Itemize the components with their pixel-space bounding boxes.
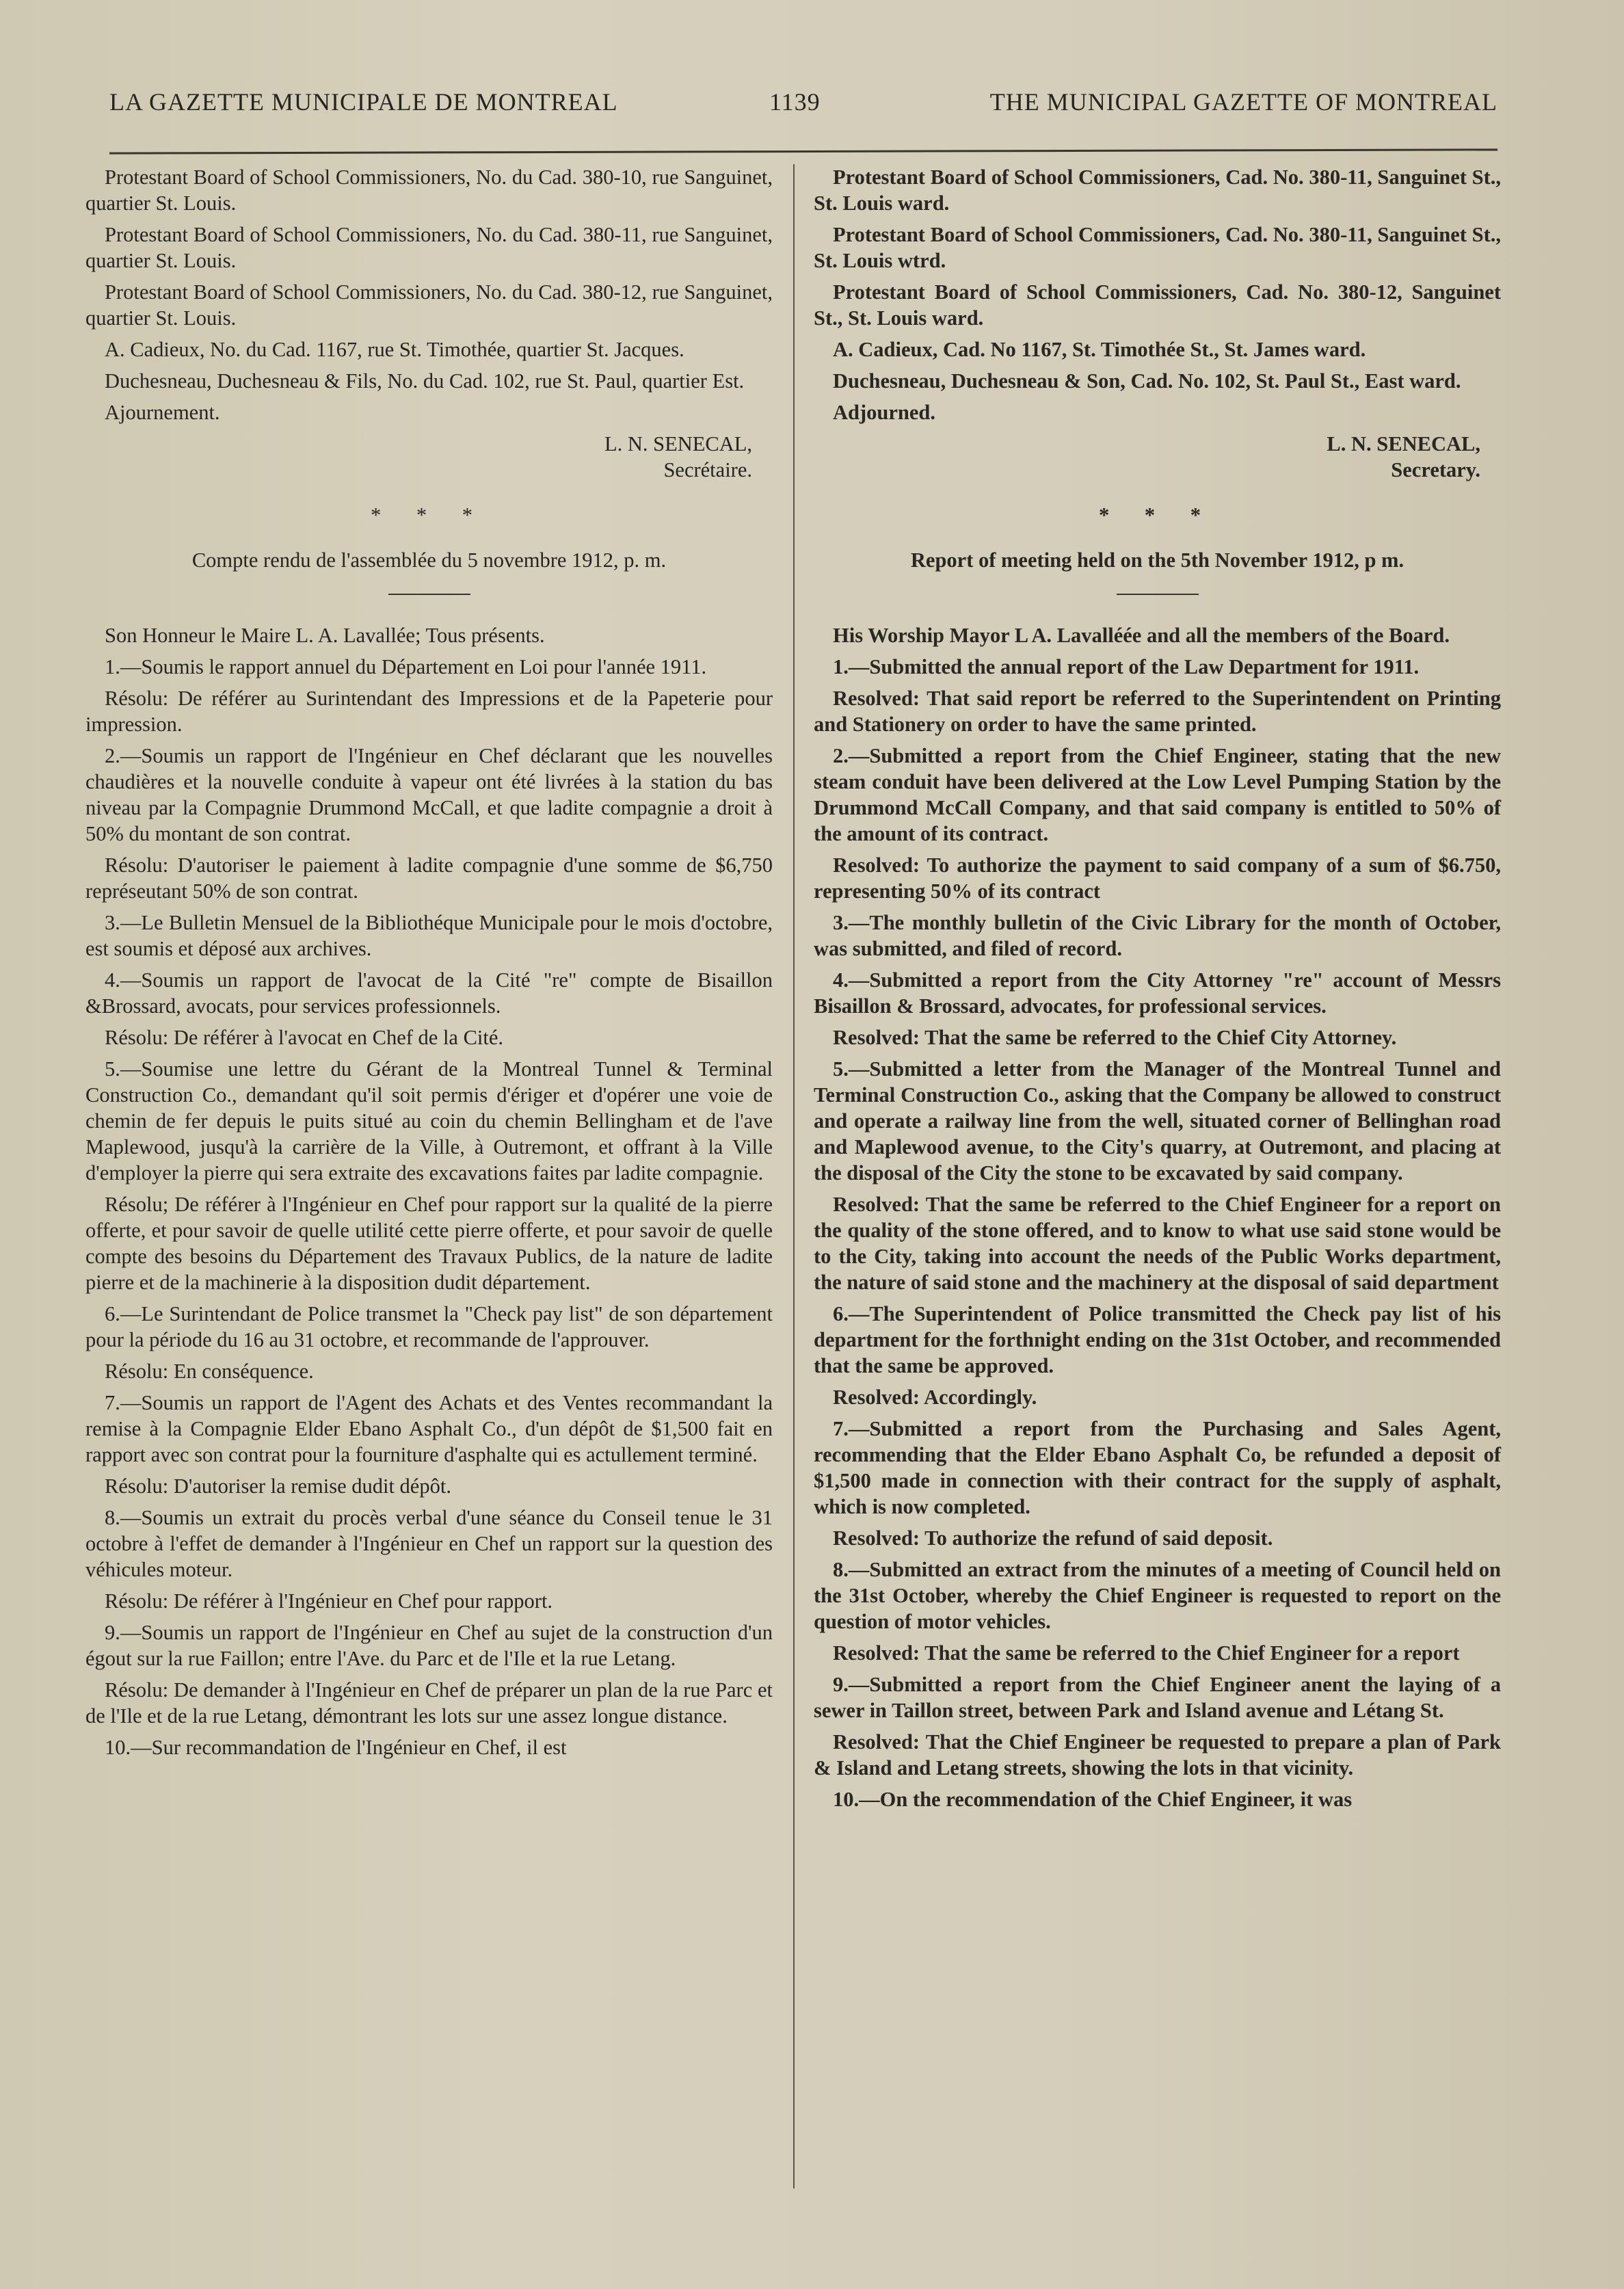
en-adjournment: Adjourned.: [833, 401, 935, 424]
en-paragraph: 2.—Submitted a report from the Chief Engineer, stating that the new steam conduit have been delivered at the Low Level Pumping Station by the Drummond McCall Company, and that said company is entitled to 50% of the amount of its contract.: [814, 744, 1501, 845]
fr-paragraph: Résolu: De demander à l'Ingénieur en Chef de préparer un plan de la rue Parc et de l'Ile et de la rue Letang, démontrant les lots sur une assez longue distance.: [85, 1678, 773, 1728]
en-paragraph: Resolved: That the same be referred to the Chief City Attorney.: [833, 1026, 1397, 1049]
header-rule: [109, 148, 1497, 154]
en-paragraph: 4.—Submitted a report from the City Attorney "re" account of Messrs Bisaillon & Brossard, advocates, for professional services.: [814, 968, 1501, 1018]
en-pre-item: A. Cadieux, Cad. No 1167, St. Timothée St., St. James ward.: [833, 338, 1366, 361]
en-paragraph: 9.—Submitted a report from the Chief Engineer anent the laying of a sewer in Taillon street, between Park and Island avenue and Létang St.: [814, 1673, 1501, 1722]
fr-pre-item: Protestant Board of School Commissioners, No. du Cad. 380-10, rue Sanguinet, quartier St. Louis.: [85, 166, 773, 215]
fr-paragraph: Résolu: D'autoriser le paiement à ladite compagnie d'une somme de $6,750 représeutant 50% de son contrat.: [85, 854, 773, 903]
page-number: 1139: [769, 88, 821, 116]
en-paragraph: 5.—Submitted a letter from the Manager of the Montreal Tunnel and Terminal Construction Co., asking that the Company be allowed to construct and operate a railway line from the well, situated corner of Bellinghan road and Maplewood avenue, to the City's quarry, at Outremont, and placing at the disposal of the City the stone to be excavated by said company.: [814, 1057, 1501, 1185]
en-paragraph: 6.—The Superintendent of Police transmitted the Check pay list of his department for the forthnight ending on the 31st October, and recommended that the same be approved.: [814, 1302, 1501, 1377]
en-pre-item: Protestant Board of School Commissioners, Cad. No. 380-11, Sanguinet St., St. Louis wtrd.: [814, 223, 1501, 272]
fr-title-rule: [388, 594, 470, 595]
fr-paragraph: Son Honneur le Maire L. A. Lavallée; Tous présents.: [105, 624, 545, 647]
fr-paragraph: Résolu: De référer à l'avocat en Chef de la Cité.: [105, 1026, 504, 1049]
fr-paragraph: Résolu: De référer au Surintendant des Impressions et de la Papeterie pour impression.: [85, 687, 773, 736]
fr-pre-item: Duchesneau, Duchesneau & Fils, No. du Cad. 102, rue St. Paul, quartier Est.: [105, 369, 745, 393]
en-paragraph: 1.—Submitted the annual report of the Law Department for 1911.: [833, 655, 1420, 678]
fr-paragraph: Résolu: D'autoriser la remise dudit dépôt.: [105, 1474, 451, 1498]
fr-paragraph: Résolu; De référer à l'Ingénieur en Chef pour rapport sur la qualité de la pierre offerte, et pour savoir de quelle utilité cette pierre offerte, et pour savoir de quelle compte des besoins du Département des Travaux Publics, de la nature de ladite pierre et de la machinerie à la disposition dudit département.: [85, 1193, 773, 1294]
fr-paragraph: 1.—Soumis le rapport annuel du Département en Loi pour l'année 1911.: [105, 655, 707, 678]
en-paragraph: Resolved: That the same be referred to the Chief Engineer for a report: [833, 1641, 1460, 1665]
en-paragraph: Resolved: That the Chief Engineer be requested to prepare a plan of Park & Island and Letang streets, showing the lots in that vicinity.: [814, 1730, 1501, 1779]
en-meeting-title: Report of meeting held on the 5th November 1912, p m.: [910, 548, 1405, 572]
fr-paragraph: 3.—Le Bulletin Mensuel de la Bibliothéque Municipale pour le mois d'octobre, est soumis et déposé aux archives.: [85, 911, 773, 960]
en-paragraph: Resolved: Accordingly.: [833, 1386, 1037, 1409]
en-paragraph: 8.—Submitted an extract from the minutes of a meeting of Council held on the 31st October, whereby the Chief Engineer is requested to report on the question of motor vehicles.: [814, 1558, 1501, 1633]
en-title-rule: [1117, 594, 1199, 595]
fr-pre-item: Protestant Board of School Commissioners, No. du Cad. 380-11, rue Sanguinet, quartier St. Louis.: [85, 223, 773, 272]
en-section-stars: * * *: [1099, 503, 1216, 527]
header-title-english: THE MUNICIPAL GAZETTE OF MONTREAL: [989, 88, 1497, 116]
english-column: [814, 164, 1501, 1818]
fr-paragraph: 9.—Soumis un rapport de l'Ingénieur en Chef au sujet de la construction d'un égout sur la rue Faillon; entre l'Ave. du Parc et de l'Ile et la rue Letang.: [85, 1621, 773, 1670]
fr-meeting-title: Compte rendu de l'assemblée du 5 novembre 1912, p. m.: [191, 548, 667, 572]
fr-paragraph: 5.—Soumise une lettre du Gérant de la Montreal Tunnel & Terminal Construction Co., demandant qu'il soit permis d'ériger et d'opérer une voie de chemin de fer depuis le puits situé au coin du chemin Bellingham et de l'ave Maplewood, jusqu'à la carrière de la Ville, à Outremont, et offrant à la Ville d'employer la pierre qui sera extraite des excavations faites par ladite compagnie.: [85, 1057, 773, 1185]
en-paragraph: His Worship Mayor L A. Lavalléée and all the members of the Board.: [833, 624, 1450, 647]
fr-paragraph: 6.—Le Surintendant de Police transmet la "Check pay list" de son département pour la période du 16 au 31 octobre, et recommande de l'approuver.: [85, 1302, 773, 1351]
en-pre-item: Protestant Board of School Commissioners, Cad. No. 380-11, Sanguinet St., St. Louis ward.: [814, 166, 1501, 215]
fr-paragraph: 2.—Soumis un rapport de l'Ingénieur en Chef déclarant que les nouvelles chaudières et la nouvelle conduite à vapeur ont été livrées à la station du bas niveau par la Compagnie Drummond McCall, et que ladite compagnie a droit à 50% du montant de son contrat.: [85, 744, 773, 845]
fr-paragraph: 10.—Sur recommandation de l'Ingénieur en Chef, il est: [105, 1736, 567, 1759]
en-signature-title: Secretary.: [1391, 458, 1480, 481]
en-paragraph: 3.—The monthly bulletin of the Civic Library for the month of October, was submitted, and filed of record.: [814, 911, 1501, 960]
en-paragraph: 10.—On the recommendation of the Chief Engineer, it was: [833, 1788, 1353, 1811]
en-paragraph: Resolved: That the same be referred to the Chief Engineer for a report on the quality of the stone offered, and to know to what use said stone would be to the City, taking into account the needs of the Public Works department, the nature of said stone and the machinery at the disposal of said department: [814, 1193, 1501, 1294]
fr-signature-title: Secrétaire.: [663, 458, 752, 481]
en-paragraph: Resolved: To authorize the refund of said deposit.: [833, 1526, 1273, 1550]
column-divider: [793, 164, 795, 2188]
en-paragraph: 7.—Submitted a report from the Purchasing and Sales Agent, recommending that the Elder Ebano Asphalt Co, be refunded a deposit of $1,500 made in connection with their contract for the supply of asphalt, which is now completed.: [814, 1417, 1501, 1518]
page-header: [109, 88, 1497, 129]
fr-adjournment: Ajournement.: [105, 401, 220, 424]
fr-pre-item: A. Cadieux, No. du Cad. 1167, rue St. Timothée, quartier St. Jacques.: [105, 338, 684, 361]
en-pre-item: Protestant Board of School Commissioners, Cad. No. 380-12, Sanguinet St., St. Louis ward.: [814, 280, 1501, 330]
fr-signature-name: L. N. SENECAL,: [604, 432, 752, 455]
fr-paragraph: Résolu: En conséquence.: [105, 1360, 314, 1383]
french-column: [85, 164, 773, 1766]
en-paragraph: Resolved: To authorize the payment to said company of a sum of $6.750, representing 50% of its contract: [814, 854, 1501, 903]
en-pre-item: Duchesneau, Duchesneau & Son, Cad. No. 102, St. Paul St., East ward.: [833, 369, 1461, 393]
fr-paragraph: 4.—Soumis un rapport de l'avocat de la Cité "re" compte de Bisaillon &Brossard, avocats, pour services professionnels.: [85, 968, 773, 1018]
fr-paragraph: Résolu: De référer à l'Ingénieur en Chef pour rapport.: [105, 1589, 553, 1613]
fr-paragraph: 8.—Soumis un extrait du procès verbal d'une séance du Conseil tenue le 31 octobre à l'effet de demander à l'Ingénieur en Chef un rapport sur la question des véhicules moteur.: [85, 1506, 773, 1581]
fr-paragraph: 7.—Soumis un rapport de l'Agent des Achats et des Ventes recommandant la remise à la Compagnie Elder Ebano Asphalt Co., d'un dépôt de $1,500 fait en rapport avec son contrat pour la fourniture d'asphalte qui es actullement terminé.: [85, 1391, 773, 1466]
fr-pre-item: Protestant Board of School Commissioners, No. du Cad. 380-12, rue Sanguinet, quartier St. Louis.: [85, 280, 773, 330]
fr-section-stars: * * *: [371, 503, 488, 527]
en-paragraph: Resolved: That said report be referred to the Superintendent on Printing and Stationery on order to have the same printed.: [814, 687, 1501, 736]
header-title-french: LA GAZETTE MUNICIPALE DE MONTREAL: [109, 88, 618, 116]
en-signature-name: L. N. SENECAL,: [1327, 432, 1480, 455]
